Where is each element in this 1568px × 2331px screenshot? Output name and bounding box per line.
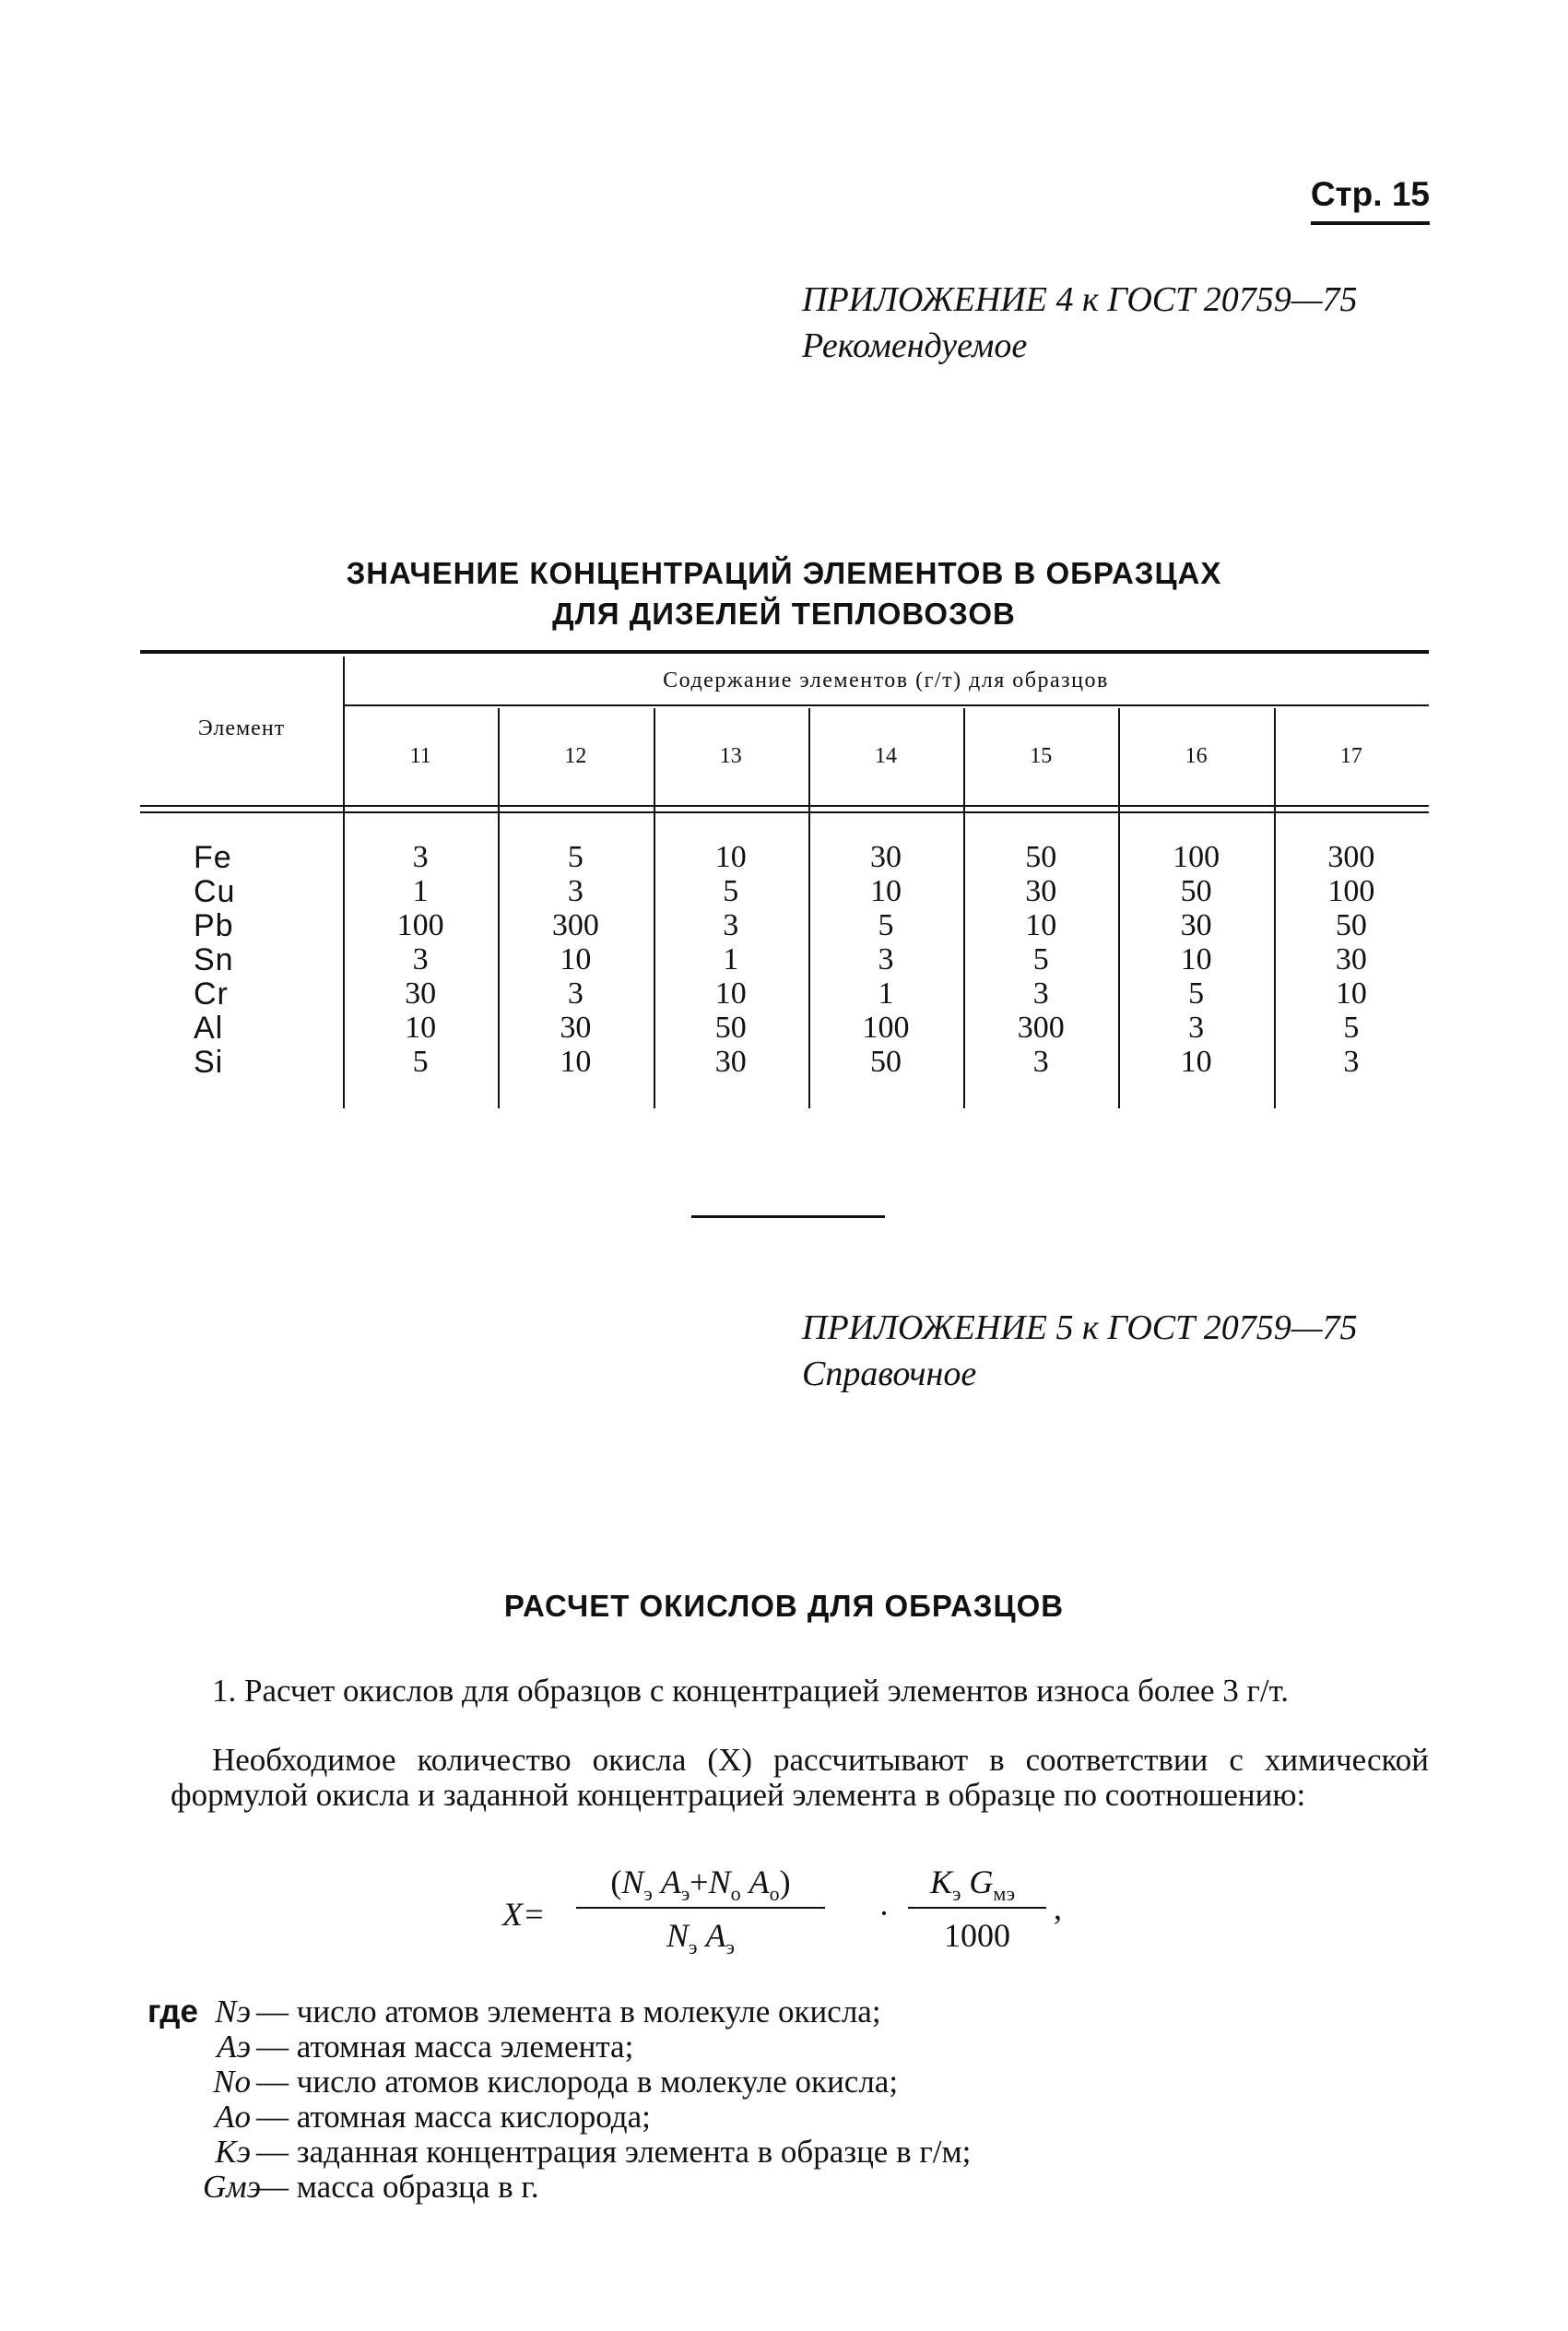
value-cell: 3 <box>1188 1011 1205 1045</box>
fraction-bar-1 <box>576 1907 825 1909</box>
fraction-bar-2 <box>908 1907 1046 1909</box>
definition-text: — атомная масса элемента; <box>256 2029 634 2065</box>
value-cell: 10 <box>714 840 747 874</box>
value-cell: 3 <box>567 874 584 908</box>
header-divider <box>343 704 1429 706</box>
value-cell: 100 <box>862 1011 910 1045</box>
value-cell: 100 <box>1327 874 1375 908</box>
value-cell: 1 <box>723 942 739 976</box>
formula-numerator-1: ($N_э$ $A_э+N_о$ $A_о$) <box>610 1864 791 1905</box>
value-cell: 5 <box>1188 976 1205 1011</box>
value-cell: 3 <box>1343 1045 1360 1079</box>
value-cell: 30 <box>1025 874 1057 908</box>
sample-column-header: 14 <box>874 744 897 768</box>
value-cell: 5 <box>567 840 584 874</box>
definition-symbol: Kэ <box>215 2134 251 2170</box>
value-cell: 10 <box>1180 942 1212 976</box>
sample-column-header: 16 <box>1185 744 1208 768</box>
header-bottom-rule-2 <box>140 811 1429 813</box>
value-cell: 10 <box>869 874 902 908</box>
value-cell: 300 <box>1327 840 1375 874</box>
appendix-5-header <box>802 1305 1358 1397</box>
definition-symbol: Nэ <box>215 1994 251 2029</box>
value-cell: 1 <box>412 874 429 908</box>
section-separator <box>691 1215 885 1218</box>
value-cell: 30 <box>869 840 902 874</box>
value-cell: 10 <box>1025 908 1057 942</box>
definitions-intro <box>147 2170 203 2205</box>
formula-lhs: X= <box>502 1896 546 1933</box>
value-cell: 5 <box>1032 942 1049 976</box>
appendix-5-title: ПРИЛОЖЕНИЕ 5 к ГОСТ 20759—75 <box>802 1308 1358 1347</box>
appendix-4-status: Рекомендуемое <box>802 326 1028 365</box>
element-cell: Si <box>194 1045 224 1080</box>
value-cell: 10 <box>560 1045 592 1079</box>
header-bottom-rule-1 <box>140 805 1429 807</box>
definition-row <box>147 2100 971 2135</box>
value-cell: 3 <box>878 942 894 976</box>
value-cell: 5 <box>878 908 894 942</box>
definition-symbol: Aэ <box>217 2029 251 2065</box>
appendix-5-status: Справочное <box>802 1355 977 1393</box>
definition-row <box>147 2065 971 2100</box>
formula-tail: , <box>1054 1889 1062 1926</box>
formula-denominator-2: 1000 <box>944 1917 1010 1954</box>
definitions-intro: где <box>147 1994 198 2029</box>
value-cell: 3 <box>1032 1045 1049 1079</box>
definition-text: — атомная масса кислорода; <box>256 2099 651 2135</box>
element-cell: Sn <box>194 942 234 977</box>
value-cell: 30 <box>405 976 437 1011</box>
definition-symbol: Ao <box>215 2099 251 2135</box>
formula-numerator-2: $K_э$ $G_{мэ}$ <box>929 1864 1016 1905</box>
value-cell: 50 <box>714 1011 747 1045</box>
sample-column-header: 12 <box>564 744 587 768</box>
definition-text: — заданная концентрация элемента в образце в г/м; <box>256 2134 972 2170</box>
value-cell: 30 <box>1335 942 1367 976</box>
value-cell: 50 <box>1180 874 1212 908</box>
value-cell: 50 <box>1025 840 1057 874</box>
sample-column-header: 17 <box>1339 744 1362 768</box>
value-cell: 1 <box>878 976 894 1011</box>
appendix-4-header <box>802 277 1358 369</box>
element-cell: Pb <box>194 908 234 943</box>
element-cell: Fe <box>194 840 232 875</box>
value-cell: 300 <box>551 908 599 942</box>
value-cell: 50 <box>869 1045 902 1079</box>
definitions-intro <box>147 2065 203 2100</box>
element-cell: Cr <box>194 976 229 1012</box>
value-cell: 5 <box>723 874 739 908</box>
value-cell: 30 <box>1180 908 1212 942</box>
paragraph-2: Необходимое количество окисла (X) рассчитывают в соответствии с химической формулой окисла и заданной концентрацией элемента в образце по соотношению: <box>171 1742 1429 1813</box>
table-heading-line1: ЗНАЧЕНИЕ КОНЦЕНТРАЦИЙ ЭЛЕМЕНТОВ В ОБРАЗЦАХ <box>346 556 1222 590</box>
sample-column-header: 13 <box>719 744 742 768</box>
definitions-list <box>147 1994 971 2205</box>
element-column-header: Элемент <box>197 716 286 740</box>
sample-column-header: 15 <box>1030 744 1053 768</box>
element-cell: Al <box>194 1011 224 1046</box>
definition-row <box>147 2135 971 2170</box>
value-cell: 50 <box>1335 908 1367 942</box>
definition-symbol: No <box>213 2064 251 2100</box>
definition-row <box>147 1994 971 2029</box>
sample-column-header: 11 <box>409 744 431 768</box>
value-cell: 5 <box>1343 1011 1360 1045</box>
formula-denominator-1: $N_э$ $A_э$ <box>666 1917 735 1958</box>
value-cell: 5 <box>412 1045 429 1079</box>
formula-dot: · <box>878 1895 890 1932</box>
value-cell: 10 <box>405 1011 437 1045</box>
element-cell: Cu <box>194 874 236 909</box>
definition-row <box>147 2029 971 2065</box>
paragraph-1: 1. Расчет окислов для образцов с концентрацией элементов износа более 3 г/т. <box>212 1673 1289 1709</box>
value-cell: 30 <box>714 1045 747 1079</box>
value-cell: 3 <box>1032 976 1049 1011</box>
value-cell: 10 <box>560 942 592 976</box>
value-cell: 3 <box>567 976 584 1011</box>
value-cell: 100 <box>1173 840 1220 874</box>
definition-text: — число атомов кислорода в молекуле окисла; <box>256 2064 899 2100</box>
definition-symbol: Gмэ <box>203 2169 262 2205</box>
group-column-header: Содержание элементов (г/т) для образцов <box>663 669 1109 692</box>
section-heading: РАСЧЕТ ОКИСЛОВ ДЛЯ ОБРАЗЦОВ <box>503 1589 1065 1623</box>
value-cell: 100 <box>396 908 444 942</box>
value-cell: 3 <box>723 908 739 942</box>
definition-text: — число атомов элемента в молекуле окисла; <box>256 1994 881 2029</box>
table-heading <box>0 553 1568 634</box>
value-cell: 10 <box>1335 976 1367 1011</box>
appendix-4-title: ПРИЛОЖЕНИЕ 4 к ГОСТ 20759—75 <box>802 280 1358 319</box>
definitions-intro <box>147 2135 203 2170</box>
value-cell: 3 <box>412 942 429 976</box>
value-cell: 10 <box>1180 1045 1212 1079</box>
definitions-intro <box>147 2100 203 2135</box>
table-heading-line2: ДЛЯ ДИЗЕЛЕЙ ТЕПЛОВОЗОВ <box>552 597 1016 631</box>
value-cell: 3 <box>412 840 429 874</box>
value-cell: 300 <box>1017 1011 1065 1045</box>
page-number: Стр. 15 <box>1311 175 1430 225</box>
definitions-intro <box>147 2029 203 2065</box>
definition-row <box>147 2170 971 2205</box>
definition-text: — масса образца в г. <box>256 2169 539 2205</box>
value-cell: 30 <box>560 1011 592 1045</box>
value-cell: 10 <box>714 976 747 1011</box>
